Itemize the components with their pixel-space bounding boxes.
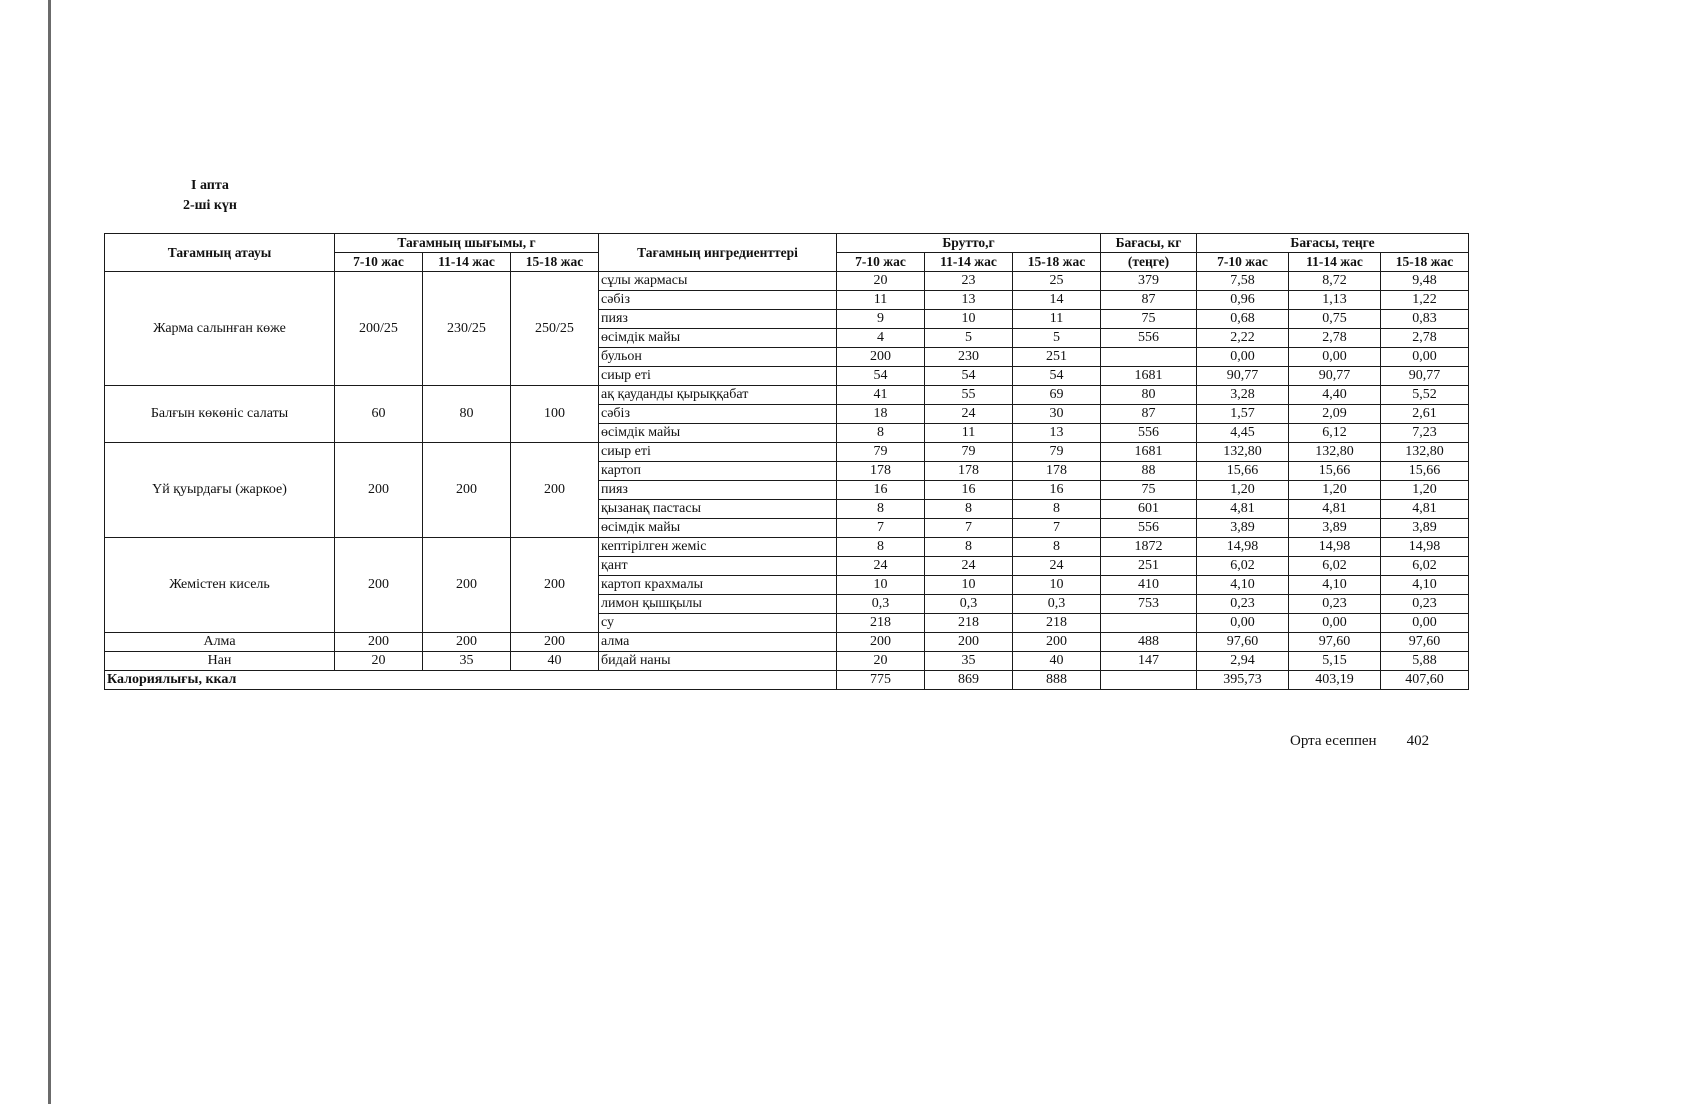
ingredient-name: су bbox=[599, 614, 837, 633]
price-15-18: 7,23 bbox=[1381, 424, 1469, 443]
brutto-15-18: 25 bbox=[1013, 272, 1101, 291]
ingredient-name: сиыр еті bbox=[599, 443, 837, 462]
dish-yield-15-18: 200 bbox=[511, 538, 599, 633]
brutto-7-10: 0,3 bbox=[837, 595, 925, 614]
table-row bbox=[105, 633, 1469, 652]
brutto-15-18: 13 bbox=[1013, 424, 1101, 443]
brutto-11-14: 8 bbox=[925, 538, 1013, 557]
dish-name: Жемістен кисель bbox=[105, 538, 335, 633]
brutto-7-10: 178 bbox=[837, 462, 925, 481]
price-15-18: 1,22 bbox=[1381, 291, 1469, 310]
price-7-10: 6,02 bbox=[1197, 557, 1289, 576]
brutto-7-10: 200 bbox=[837, 348, 925, 367]
brutto-age-11-14: 11-14 жас bbox=[925, 253, 1013, 272]
table-row bbox=[105, 443, 1469, 462]
price-per-kg bbox=[1101, 614, 1197, 633]
brutto-11-14: 54 bbox=[925, 367, 1013, 386]
brutto-11-14: 10 bbox=[925, 576, 1013, 595]
ingredient-name: сәбіз bbox=[599, 291, 837, 310]
ingredient-name: ақ қауданды қырыққабат bbox=[599, 386, 837, 405]
price-11-14: 0,23 bbox=[1289, 595, 1381, 614]
brutto-7-10: 20 bbox=[837, 272, 925, 291]
brutto-7-10: 20 bbox=[837, 652, 925, 671]
price-11-14: 3,89 bbox=[1289, 519, 1381, 538]
ingredient-name: қант bbox=[599, 557, 837, 576]
brutto-15-18: 54 bbox=[1013, 367, 1101, 386]
brutto-7-10: 8 bbox=[837, 538, 925, 557]
table-row bbox=[105, 272, 1469, 291]
dish-yield-7-10: 20 bbox=[335, 652, 423, 671]
price-per-kg: 251 bbox=[1101, 557, 1197, 576]
price-15-18: 4,10 bbox=[1381, 576, 1469, 595]
brutto-15-18: 0,3 bbox=[1013, 595, 1101, 614]
total-brutto-15-18: 888 bbox=[1013, 671, 1101, 690]
brutto-11-14: 23 bbox=[925, 272, 1013, 291]
scan-edge bbox=[48, 0, 51, 1104]
price-15-18: 9,48 bbox=[1381, 272, 1469, 291]
ingredient-name: пияз bbox=[599, 310, 837, 329]
brutto-15-18: 16 bbox=[1013, 481, 1101, 500]
brutto-7-10: 4 bbox=[837, 329, 925, 348]
brutto-15-18: 8 bbox=[1013, 538, 1101, 557]
price-per-kg: 379 bbox=[1101, 272, 1197, 291]
price-7-10: 3,89 bbox=[1197, 519, 1289, 538]
price-per-kg: 75 bbox=[1101, 310, 1197, 329]
table-row bbox=[105, 652, 1469, 671]
brutto-7-10: 8 bbox=[837, 500, 925, 519]
total-price-kg bbox=[1101, 671, 1197, 690]
brutto-11-14: 16 bbox=[925, 481, 1013, 500]
brutto-11-14: 0,3 bbox=[925, 595, 1013, 614]
yield-age-11-14: 11-14 жас bbox=[423, 253, 511, 272]
table-row bbox=[105, 538, 1469, 557]
brutto-11-14: 11 bbox=[925, 424, 1013, 443]
header-brutto: Брутто,г bbox=[837, 234, 1101, 253]
ingredient-name: өсімдік майы bbox=[599, 424, 837, 443]
ingredient-name: сәбіз bbox=[599, 405, 837, 424]
price-15-18: 3,89 bbox=[1381, 519, 1469, 538]
price-7-10: 0,68 bbox=[1197, 310, 1289, 329]
price-7-10: 15,66 bbox=[1197, 462, 1289, 481]
table-row bbox=[105, 386, 1469, 405]
price-7-10: 3,28 bbox=[1197, 386, 1289, 405]
price-per-kg: 80 bbox=[1101, 386, 1197, 405]
brutto-15-18: 251 bbox=[1013, 348, 1101, 367]
total-price-7-10: 395,73 bbox=[1197, 671, 1289, 690]
price-11-14: 14,98 bbox=[1289, 538, 1381, 557]
dish-name: Үй қуырдағы (жаркое) bbox=[105, 443, 335, 538]
price-11-14: 4,10 bbox=[1289, 576, 1381, 595]
brutto-11-14: 35 bbox=[925, 652, 1013, 671]
brutto-15-18: 30 bbox=[1013, 405, 1101, 424]
price-11-14: 132,80 bbox=[1289, 443, 1381, 462]
dish-yield-11-14: 35 bbox=[423, 652, 511, 671]
price-11-14: 1,13 bbox=[1289, 291, 1381, 310]
price-7-10: 90,77 bbox=[1197, 367, 1289, 386]
brutto-7-10: 79 bbox=[837, 443, 925, 462]
brutto-7-10: 16 bbox=[837, 481, 925, 500]
price-15-18: 97,60 bbox=[1381, 633, 1469, 652]
price-age-15-18: 15-18 жас bbox=[1381, 253, 1469, 272]
brutto-15-18: 11 bbox=[1013, 310, 1101, 329]
price-15-18: 0,83 bbox=[1381, 310, 1469, 329]
brutto-15-18: 40 bbox=[1013, 652, 1101, 671]
price-11-14: 0,00 bbox=[1289, 614, 1381, 633]
brutto-15-18: 8 bbox=[1013, 500, 1101, 519]
price-per-kg: 147 bbox=[1101, 652, 1197, 671]
average-value: 402 bbox=[1406, 733, 1430, 749]
header-dish-name: Тағамның атауы bbox=[105, 234, 335, 272]
day-label: 2-ші күн bbox=[182, 198, 237, 213]
dish-yield-7-10: 60 bbox=[335, 386, 423, 443]
dish-yield-7-10: 200/25 bbox=[335, 272, 423, 386]
calories-label: Калориялығы, ккал bbox=[105, 671, 837, 690]
brutto-11-14: 200 bbox=[925, 633, 1013, 652]
dish-yield-7-10: 200 bbox=[335, 633, 423, 652]
price-per-kg: 88 bbox=[1101, 462, 1197, 481]
average-summary bbox=[1290, 733, 1429, 750]
brutto-11-14: 79 bbox=[925, 443, 1013, 462]
brutto-age-15-18: 15-18 жас bbox=[1013, 253, 1101, 272]
total-price-15-18: 407,60 bbox=[1381, 671, 1469, 690]
dish-yield-7-10: 200 bbox=[335, 443, 423, 538]
brutto-7-10: 218 bbox=[837, 614, 925, 633]
brutto-15-18: 10 bbox=[1013, 576, 1101, 595]
brutto-11-14: 24 bbox=[925, 557, 1013, 576]
price-11-14: 4,81 bbox=[1289, 500, 1381, 519]
price-15-18: 2,61 bbox=[1381, 405, 1469, 424]
price-per-kg: 75 bbox=[1101, 481, 1197, 500]
ingredient-name: сиыр еті bbox=[599, 367, 837, 386]
price-7-10: 4,10 bbox=[1197, 576, 1289, 595]
brutto-11-14: 218 bbox=[925, 614, 1013, 633]
brutto-11-14: 7 bbox=[925, 519, 1013, 538]
dish-yield-11-14: 200 bbox=[423, 443, 511, 538]
dish-name: Нан bbox=[105, 652, 335, 671]
brutto-age-7-10: 7-10 жас bbox=[837, 253, 925, 272]
price-age-11-14: 11-14 жас bbox=[1289, 253, 1381, 272]
price-7-10: 0,96 bbox=[1197, 291, 1289, 310]
price-15-18: 2,78 bbox=[1381, 329, 1469, 348]
ingredient-name: картоп крахмалы bbox=[599, 576, 837, 595]
total-brutto-11-14: 869 bbox=[925, 671, 1013, 690]
dish-yield-15-18: 100 bbox=[511, 386, 599, 443]
menu-heading bbox=[150, 176, 270, 216]
price-11-14: 1,20 bbox=[1289, 481, 1381, 500]
price-15-18: 4,81 bbox=[1381, 500, 1469, 519]
price-per-kg: 87 bbox=[1101, 291, 1197, 310]
price-per-kg: 410 bbox=[1101, 576, 1197, 595]
yield-age-7-10: 7-10 жас bbox=[335, 253, 423, 272]
brutto-15-18: 24 bbox=[1013, 557, 1101, 576]
brutto-15-18: 200 bbox=[1013, 633, 1101, 652]
price-7-10: 7,58 bbox=[1197, 272, 1289, 291]
price-15-18: 6,02 bbox=[1381, 557, 1469, 576]
brutto-7-10: 10 bbox=[837, 576, 925, 595]
table-body bbox=[105, 272, 1469, 671]
price-per-kg: 753 bbox=[1101, 595, 1197, 614]
brutto-7-10: 54 bbox=[837, 367, 925, 386]
header-price-kg-unit: (теңге) bbox=[1101, 253, 1197, 272]
ingredient-name: бульон bbox=[599, 348, 837, 367]
brutto-11-14: 10 bbox=[925, 310, 1013, 329]
price-7-10: 0,00 bbox=[1197, 614, 1289, 633]
price-11-14: 90,77 bbox=[1289, 367, 1381, 386]
price-11-14: 97,60 bbox=[1289, 633, 1381, 652]
ingredient-name: сұлы жармасы bbox=[599, 272, 837, 291]
table-footer bbox=[105, 671, 1469, 690]
brutto-7-10: 18 bbox=[837, 405, 925, 424]
price-7-10: 0,00 bbox=[1197, 348, 1289, 367]
brutto-15-18: 7 bbox=[1013, 519, 1101, 538]
price-7-10: 2,94 bbox=[1197, 652, 1289, 671]
dish-yield-7-10: 200 bbox=[335, 538, 423, 633]
total-brutto-7-10: 775 bbox=[837, 671, 925, 690]
dish-yield-15-18: 200 bbox=[511, 443, 599, 538]
price-per-kg: 1872 bbox=[1101, 538, 1197, 557]
price-7-10: 0,23 bbox=[1197, 595, 1289, 614]
price-per-kg: 1681 bbox=[1101, 443, 1197, 462]
price-per-kg: 601 bbox=[1101, 500, 1197, 519]
brutto-11-14: 230 bbox=[925, 348, 1013, 367]
price-11-14: 2,78 bbox=[1289, 329, 1381, 348]
header-ingredients: Тағамның ингредиенттері bbox=[599, 234, 837, 272]
dish-yield-11-14: 200 bbox=[423, 633, 511, 652]
dish-yield-11-14: 200 bbox=[423, 538, 511, 633]
brutto-15-18: 14 bbox=[1013, 291, 1101, 310]
brutto-11-14: 24 bbox=[925, 405, 1013, 424]
brutto-7-10: 11 bbox=[837, 291, 925, 310]
ingredient-name: картоп bbox=[599, 462, 837, 481]
dish-yield-11-14: 230/25 bbox=[423, 272, 511, 386]
ingredient-name: бидай наны bbox=[599, 652, 837, 671]
price-per-kg bbox=[1101, 348, 1197, 367]
brutto-11-14: 13 bbox=[925, 291, 1013, 310]
brutto-15-18: 69 bbox=[1013, 386, 1101, 405]
price-per-kg: 556 bbox=[1101, 519, 1197, 538]
price-11-14: 6,12 bbox=[1289, 424, 1381, 443]
ingredient-name: алма bbox=[599, 633, 837, 652]
dish-name: Жарма салынған көже bbox=[105, 272, 335, 386]
price-per-kg: 87 bbox=[1101, 405, 1197, 424]
price-7-10: 14,98 bbox=[1197, 538, 1289, 557]
price-11-14: 0,75 bbox=[1289, 310, 1381, 329]
price-11-14: 15,66 bbox=[1289, 462, 1381, 481]
average-label: Орта есеппен bbox=[1290, 733, 1377, 749]
brutto-11-14: 8 bbox=[925, 500, 1013, 519]
calories-row bbox=[105, 671, 1469, 690]
price-15-18: 0,00 bbox=[1381, 348, 1469, 367]
price-per-kg: 556 bbox=[1101, 329, 1197, 348]
dish-yield-15-18: 40 bbox=[511, 652, 599, 671]
table-header bbox=[105, 234, 1469, 272]
brutto-7-10: 8 bbox=[837, 424, 925, 443]
total-price-11-14: 403,19 bbox=[1289, 671, 1381, 690]
price-15-18: 14,98 bbox=[1381, 538, 1469, 557]
brutto-15-18: 178 bbox=[1013, 462, 1101, 481]
brutto-7-10: 24 bbox=[837, 557, 925, 576]
ingredient-name: өсімдік майы bbox=[599, 519, 837, 538]
price-15-18: 15,66 bbox=[1381, 462, 1469, 481]
ingredient-name: лимон қышқылы bbox=[599, 595, 837, 614]
price-15-18: 90,77 bbox=[1381, 367, 1469, 386]
price-11-14: 0,00 bbox=[1289, 348, 1381, 367]
price-15-18: 5,88 bbox=[1381, 652, 1469, 671]
header-yield: Тағамның шығымы, г bbox=[335, 234, 599, 253]
ingredient-name: қызанақ пастасы bbox=[599, 500, 837, 519]
header-price: Бағасы, теңге bbox=[1197, 234, 1469, 253]
brutto-11-14: 178 bbox=[925, 462, 1013, 481]
price-11-14: 2,09 bbox=[1289, 405, 1381, 424]
dish-name: Алма bbox=[105, 633, 335, 652]
price-7-10: 97,60 bbox=[1197, 633, 1289, 652]
price-15-18: 5,52 bbox=[1381, 386, 1469, 405]
ingredient-name: өсімдік майы bbox=[599, 329, 837, 348]
price-11-14: 8,72 bbox=[1289, 272, 1381, 291]
menu-table bbox=[104, 233, 1469, 690]
brutto-15-18: 218 bbox=[1013, 614, 1101, 633]
dish-yield-15-18: 200 bbox=[511, 633, 599, 652]
brutto-7-10: 9 bbox=[837, 310, 925, 329]
week-label: I апта bbox=[191, 178, 229, 193]
price-per-kg: 1681 bbox=[1101, 367, 1197, 386]
brutto-7-10: 41 bbox=[837, 386, 925, 405]
price-11-14: 4,40 bbox=[1289, 386, 1381, 405]
price-age-7-10: 7-10 жас bbox=[1197, 253, 1289, 272]
brutto-7-10: 200 bbox=[837, 633, 925, 652]
yield-age-15-18: 15-18 жас bbox=[511, 253, 599, 272]
brutto-7-10: 7 bbox=[837, 519, 925, 538]
brutto-11-14: 5 bbox=[925, 329, 1013, 348]
price-11-14: 6,02 bbox=[1289, 557, 1381, 576]
dish-yield-15-18: 250/25 bbox=[511, 272, 599, 386]
price-7-10: 132,80 bbox=[1197, 443, 1289, 462]
brutto-11-14: 55 bbox=[925, 386, 1013, 405]
header-price-kg: Бағасы, кг bbox=[1101, 234, 1197, 253]
price-7-10: 1,20 bbox=[1197, 481, 1289, 500]
price-per-kg: 488 bbox=[1101, 633, 1197, 652]
price-15-18: 0,00 bbox=[1381, 614, 1469, 633]
price-per-kg: 556 bbox=[1101, 424, 1197, 443]
price-15-18: 0,23 bbox=[1381, 595, 1469, 614]
ingredient-name: кептірілген жеміс bbox=[599, 538, 837, 557]
price-7-10: 4,45 bbox=[1197, 424, 1289, 443]
price-7-10: 2,22 bbox=[1197, 329, 1289, 348]
brutto-15-18: 79 bbox=[1013, 443, 1101, 462]
price-15-18: 1,20 bbox=[1381, 481, 1469, 500]
price-15-18: 132,80 bbox=[1381, 443, 1469, 462]
dish-yield-11-14: 80 bbox=[423, 386, 511, 443]
brutto-15-18: 5 bbox=[1013, 329, 1101, 348]
price-7-10: 4,81 bbox=[1197, 500, 1289, 519]
price-11-14: 5,15 bbox=[1289, 652, 1381, 671]
price-7-10: 1,57 bbox=[1197, 405, 1289, 424]
header-row-top bbox=[105, 234, 1469, 253]
dish-name: Балғын көкөніс салаты bbox=[105, 386, 335, 443]
ingredient-name: пияз bbox=[599, 481, 837, 500]
